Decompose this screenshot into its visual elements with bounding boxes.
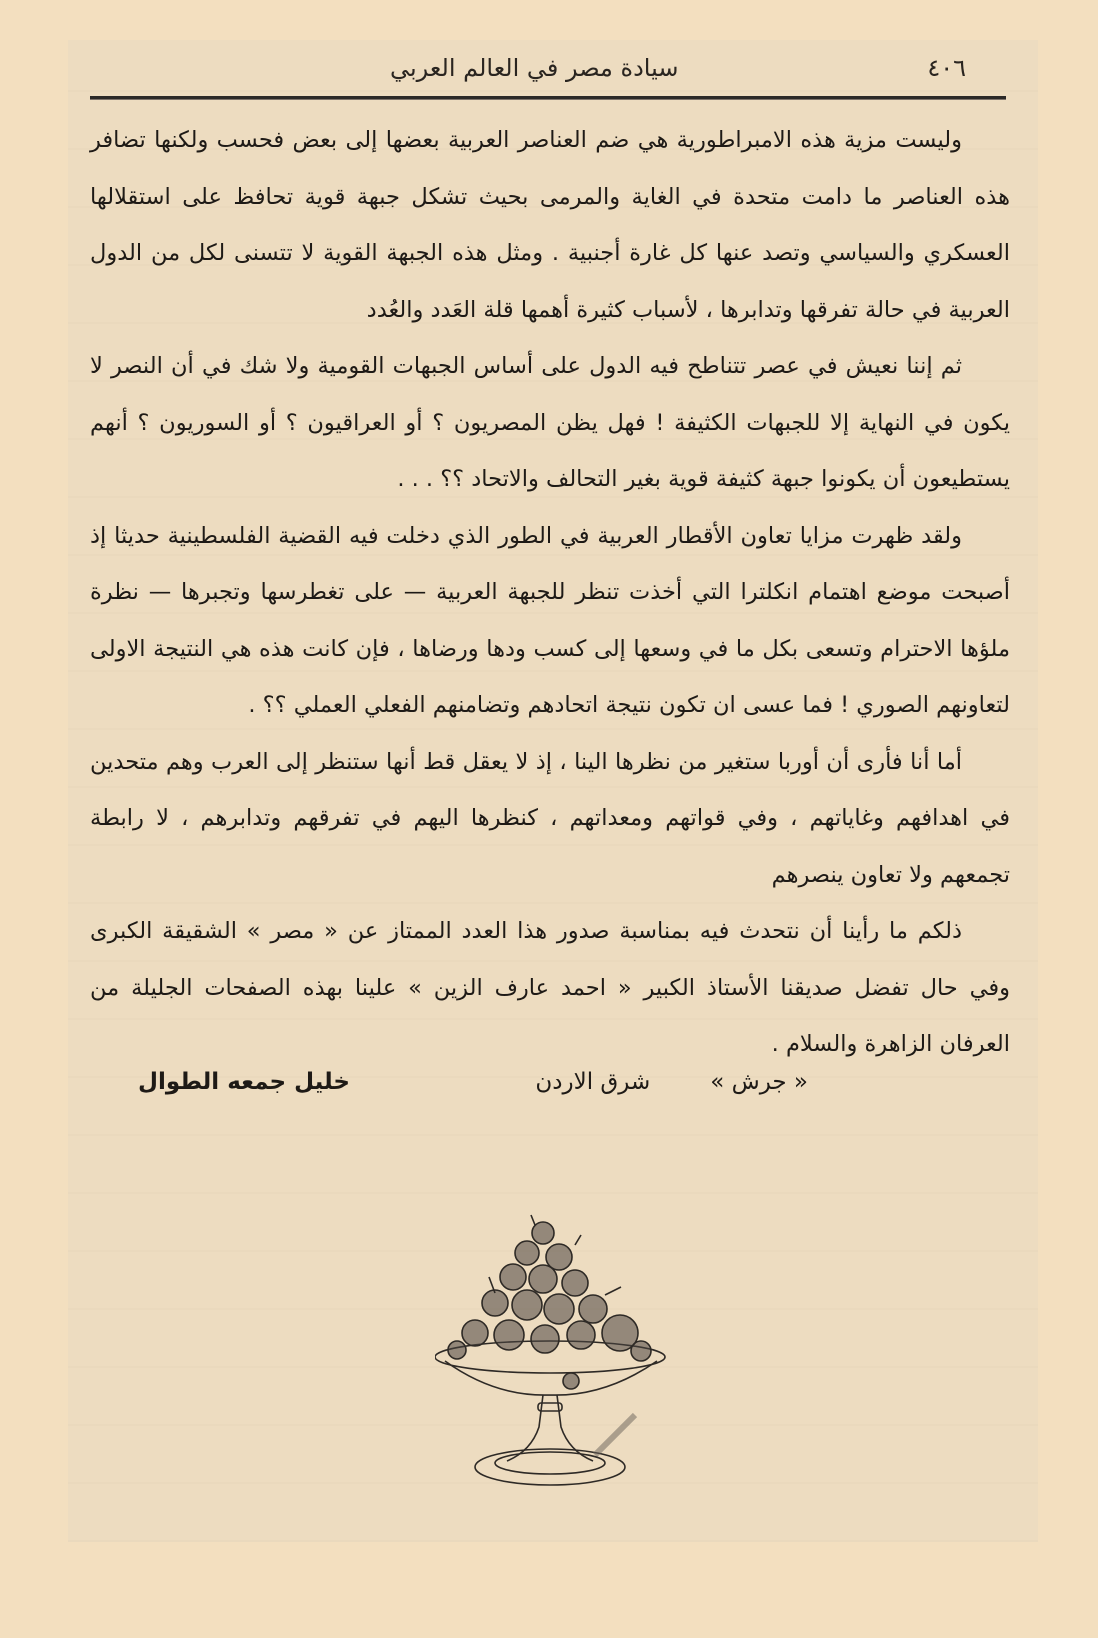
- signature-line: [138, 1062, 808, 1102]
- running-title: سيادة مصر في العالم العربي: [390, 54, 679, 82]
- signature-city: « جرش »: [710, 1069, 808, 1095]
- paragraph: وليست مزية هذه الامبراطورية هي ضم العناصر العربية بعضها إلى بعض فحسب ولكنها تضافر هذه العناصر ما دامت متحدة في الغاية والمرمى بحيث تشكل جبهة قوية تحافظ على استقلالها العسكري والسياسي وتصد عنها كل غارة أجنبية . ومثل هذه الجبهة القوية لا تتسنى لكل من الدول العربية في حالة تفرقها وتدابرها ، لأسباب كثيرة أهمها قلة العَدد والعُدد: [90, 127, 1010, 323]
- signature-location: [535, 1069, 808, 1095]
- paragraph: ولقد ظهرت مزايا تعاون الأقطار العربية في الطور الذي دخلت فيه القضية الفلسطينية حديثا إذ أصبحت موضع اهتمام انكلترا التي أخذت تنظر للجبهة العربية — على تغطرسها وتجبرها — نظرة ملؤها الاحترام وتسعى بكل ما في وسعها إلى كسب ودها ورضاها ، فإن كانت هذه هي النتيجة الاولى لتعاونهم الصوري ! فما عسى ان تكون نتيجة اتحادهم وتضامنهم الفعلي العملي ؟؟ .: [90, 522, 1010, 718]
- article-body: [90, 112, 1010, 1073]
- header-rule: [90, 96, 1006, 100]
- signature-author: خليل جمعه الطوال: [138, 1069, 351, 1095]
- signature-region: شرق الاردن: [535, 1069, 651, 1095]
- paragraph: ثم إننا نعيش في عصر تتناطح فيه الدول على أساس الجبهات القومية ولا شك في أن النصر لا يكون في النهاية إلا للجبهات الكثيفة ! فهل يظن المصريون ؟ أو العراقيون ؟ أو السوريون ؟ أنهم يستطيعون أن يكونوا جبهة كثيفة قوية بغير التحالف والاتحاد ؟؟ . . .: [90, 353, 1010, 492]
- scanned-page: [68, 40, 1038, 1542]
- page-header: [90, 40, 1006, 96]
- paragraph: أما أنا فأرى أن أوربا ستغير من نظرها الينا ، إذ لا يعقل قط أنها ستنظر إلى العرب وهم متحدين في اهدافهم وغاياتهم ، وفي قواتهم ومعداتهم ، كنظرها اليهم في تفرقهم وتدابرهم ، لا رابطة تجمعهم ولا تعاون ينصرهم: [90, 748, 1010, 888]
- paragraph: ذلكم ما رأينا أن نتحدث فيه بمناسبة صدور هذا العدد الممتاز عن « مصر » الشقيقة الكبرى وفي حال تفضل صديقنا الأستاذ الكبير « احمد عارف الزين » علينا بهذه الصفحات الجليلة من العرفان الزاهرة والسلام .: [90, 918, 1010, 1057]
- fruit-bowl-engraving-icon: [435, 1205, 675, 1495]
- page-number: ٤٠٦: [927, 54, 966, 82]
